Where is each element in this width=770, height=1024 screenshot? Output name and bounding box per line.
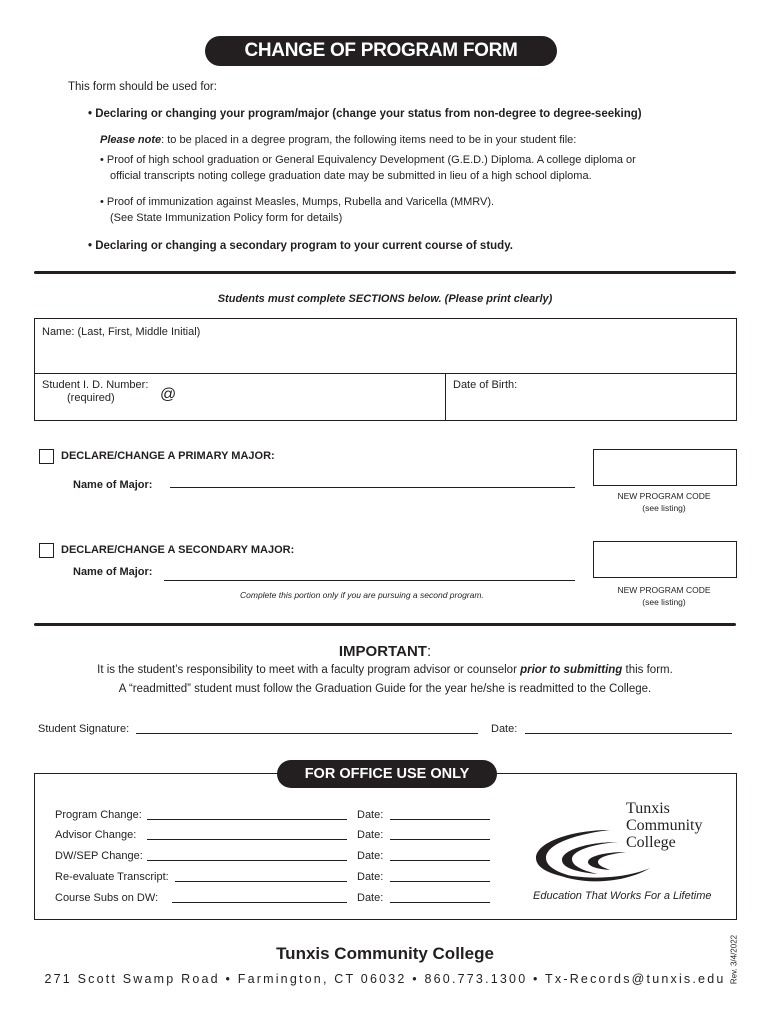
signature-label: Student Signature: bbox=[38, 723, 130, 735]
office-row-label: Course Subs on DW: bbox=[55, 892, 159, 904]
office-row-label: Advisor Change: bbox=[55, 829, 137, 841]
important-line-1 bbox=[0, 664, 770, 676]
office-row-date-label: Date: bbox=[357, 892, 384, 904]
bullet-program-major-text: Declaring or changing your program/major (change your status from non-degree to degree-seeking) bbox=[95, 108, 642, 120]
section-divider-2 bbox=[34, 623, 736, 626]
important-line-1c: this form. bbox=[622, 664, 673, 676]
college-logo-line3: College bbox=[626, 834, 676, 851]
student-id-required: (required) bbox=[67, 392, 115, 404]
section-divider bbox=[34, 271, 736, 274]
revision-date: Rev. 3/4/2022 bbox=[729, 934, 739, 985]
office-row-label: Program Change: bbox=[55, 809, 142, 821]
name-label: Name: (Last, First, Middle Initial) bbox=[42, 326, 201, 338]
office-row-date-input[interactable] bbox=[390, 902, 490, 903]
office-row-date-input[interactable] bbox=[390, 819, 490, 820]
footer-address: 271 Scott Swamp Road • Farmington, CT 06032 • 860.773.1300 • Tx-Records@tunxis.edu bbox=[44, 972, 726, 986]
office-row-label: Re-evaluate Transcript: bbox=[55, 871, 169, 883]
requirement-immunization: • Proof of immunization against Measles, Mumps, Rubella and Varicella (MMRV). bbox=[100, 196, 495, 208]
important-line-1a: It is the student’s responsibility to meet with a faculty program advisor or counselor bbox=[97, 664, 521, 676]
primary-major-heading: DECLARE/CHANGE A PRIMARY MAJOR: bbox=[61, 450, 275, 462]
signature-date-label: Date: bbox=[491, 723, 518, 735]
dob-label: Date of Birth: bbox=[453, 379, 518, 391]
intro-text: This form should be used for: bbox=[68, 81, 217, 93]
name-field[interactable] bbox=[36, 340, 733, 370]
student-id-prefix: @ bbox=[160, 386, 177, 403]
college-logo-line1: Tunxis bbox=[626, 800, 670, 817]
college-logo-line2: Community bbox=[626, 817, 703, 834]
office-row-input[interactable] bbox=[147, 839, 347, 840]
college-tagline: Education That Works For a Lifetime bbox=[533, 890, 712, 902]
second-program-note: Complete this portion only if you are pursuing a second program. bbox=[240, 590, 484, 600]
requirement-diploma-line2: official transcripts noting college graduation date may be submitted in lieu of a high school diploma. bbox=[110, 170, 592, 182]
primary-major-name-label: Name of Major: bbox=[73, 479, 153, 491]
college-logo-text bbox=[626, 800, 702, 851]
students-instructions: Students must complete SECTIONS below. (Please print clearly) bbox=[217, 293, 553, 305]
footer-college-name: Tunxis Community College bbox=[276, 944, 494, 963]
bullet-secondary-program: • Declaring or changing a secondary program to your current course of study. bbox=[88, 240, 513, 252]
signature-date-input[interactable] bbox=[525, 733, 732, 734]
office-row-date-label: Date: bbox=[357, 829, 384, 841]
student-info-vertical-divider bbox=[445, 373, 446, 420]
secondary-major-checkbox[interactable] bbox=[39, 543, 54, 558]
primary-program-code-box[interactable] bbox=[593, 449, 737, 486]
important-heading-colon: : bbox=[426, 643, 432, 660]
secondary-program-code-listing: (see listing) bbox=[642, 597, 686, 607]
please-note-label: Please note bbox=[100, 134, 162, 146]
office-row-date-input[interactable] bbox=[390, 860, 490, 861]
office-row-date-label: Date: bbox=[357, 850, 384, 862]
office-row-input[interactable] bbox=[147, 860, 347, 861]
requirement-immunization-line2: (See State Immunization Policy form for details) bbox=[110, 212, 343, 224]
form-title: CHANGE OF PROGRAM FORM bbox=[205, 36, 557, 66]
primary-program-code-listing: (see listing) bbox=[642, 503, 686, 513]
please-note bbox=[100, 134, 576, 146]
secondary-major-heading: DECLARE/CHANGE A SECONDARY MAJOR: bbox=[61, 544, 295, 556]
important-line-2: A “readmitted” student must follow the Graduation Guide for the year he/she is readmitted to the College. bbox=[118, 683, 652, 695]
please-note-text: : to be placed in a degree program, the following items need to be in your student file: bbox=[161, 134, 577, 146]
requirement-immunization-line1: Proof of immunization against Measles, Mumps, Rubella and Varicella (MMRV). bbox=[106, 196, 495, 208]
dob-field[interactable] bbox=[452, 394, 732, 416]
requirement-diploma-line1: Proof of high school graduation or General Equivalency Development (G.E.D.) Diploma. A college diploma or bbox=[106, 154, 636, 166]
office-row-date-label: Date: bbox=[357, 809, 384, 821]
office-row-date-label: Date: bbox=[357, 871, 384, 883]
student-id-label: Student I. D. Number: bbox=[42, 379, 149, 391]
primary-major-name-input[interactable] bbox=[170, 487, 575, 488]
office-row-input[interactable] bbox=[147, 819, 347, 820]
bullet-program-major: • Declaring or changing your program/major (change your status from non-degree to degree-seeking) bbox=[88, 108, 642, 120]
office-row-label: DW/SEP Change: bbox=[55, 850, 143, 862]
secondary-program-code-label: NEW PROGRAM CODE bbox=[617, 585, 711, 595]
primary-major-checkbox[interactable] bbox=[39, 449, 54, 464]
office-row-date-input[interactable] bbox=[390, 881, 490, 882]
secondary-major-name-label: Name of Major: bbox=[73, 566, 153, 578]
important-line-1b: prior to submitting bbox=[520, 664, 623, 676]
office-use-title: FOR OFFICE USE ONLY bbox=[277, 760, 497, 788]
important-heading-text: IMPORTANT bbox=[338, 643, 427, 660]
office-row-date-input[interactable] bbox=[390, 839, 490, 840]
office-row-input[interactable] bbox=[172, 902, 347, 903]
important-heading bbox=[0, 643, 770, 660]
requirement-diploma: • Proof of high school graduation or General Equivalency Development (G.E.D.) Diploma. A college diploma or bbox=[100, 154, 636, 166]
office-row-input[interactable] bbox=[175, 881, 347, 882]
bullet-secondary-program-text: Declaring or changing a secondary program to your current course of study. bbox=[95, 240, 513, 252]
secondary-program-code-box[interactable] bbox=[593, 541, 737, 578]
signature-input[interactable] bbox=[136, 733, 478, 734]
primary-program-code-label: NEW PROGRAM CODE bbox=[617, 491, 711, 501]
student-id-field[interactable] bbox=[178, 374, 442, 416]
secondary-major-name-input[interactable] bbox=[164, 580, 575, 581]
